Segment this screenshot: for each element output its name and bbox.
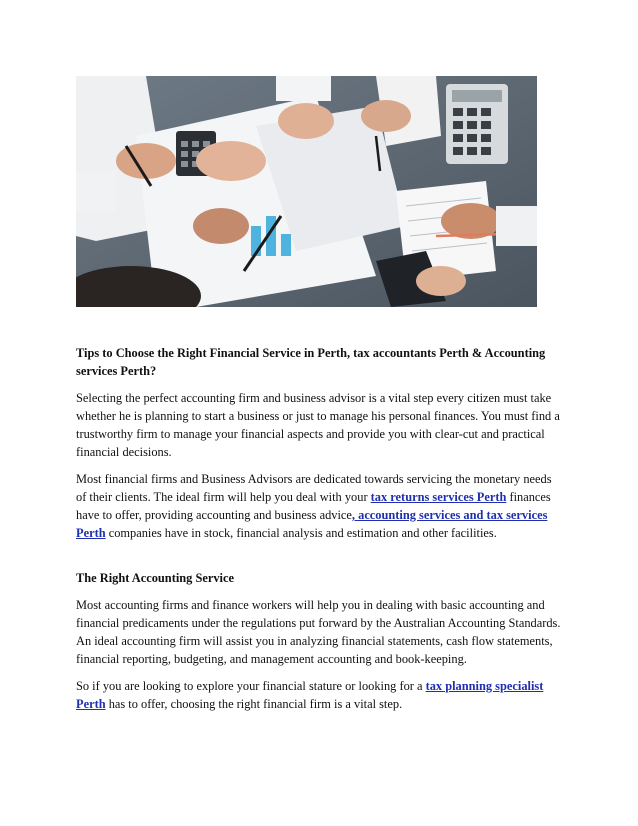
paragraph-text: So if you are looking to explore your financial stature or looking for a [76, 679, 426, 693]
tax-planning-link[interactable]: tax planning specialist Perth [76, 679, 544, 711]
accounting-services-link[interactable]: , accounting services and tax services Perth [76, 508, 548, 540]
paragraph-advisors [76, 470, 562, 542]
paragraph-text: companies have in stock, financial analysis and estimation and other facilities. [105, 526, 497, 540]
article-body [76, 344, 562, 722]
paragraph-intro: Selecting the perfect accounting firm and business advisor is a vital step every citizen must take whether he is planning to start a business or just to manage his personal finances. You must find a trustworthy firm to manage your financial aspects and provide you with clear-cut and practical financial decisions. [76, 391, 560, 459]
spacer [76, 551, 562, 569]
tax-returns-link[interactable]: tax returns services Perth [370, 490, 507, 504]
article-title: Tips to Choose the Right Financial Service in Perth, tax accountants Perth & Accounting services Perth? [76, 346, 546, 378]
business-meeting-photo [76, 76, 537, 307]
paragraph-text: finances have to offer, providing accounting and business advice [76, 490, 551, 522]
section-heading: The Right Accounting Service [76, 571, 234, 585]
paragraph-standards: Most accounting firms and finance workers will help you in dealing with basic accounting and financial predicaments under the regulations put forward by the Australian Accounting Standards. An ideal accounting firm will assist you in analyzing financial statements, cash flow statements, financial reporting, budgeting, and management accounting and book-keeping. [76, 598, 561, 666]
paragraph-closing [76, 677, 562, 713]
paragraph-text: Most financial firms and Business Advisors are dedicated towards servicing the monetary needs of their clients. The ideal firm will help you deal with your [76, 472, 552, 504]
paragraph-text: has to offer, choosing the right financial firm is a vital step. [105, 697, 403, 711]
